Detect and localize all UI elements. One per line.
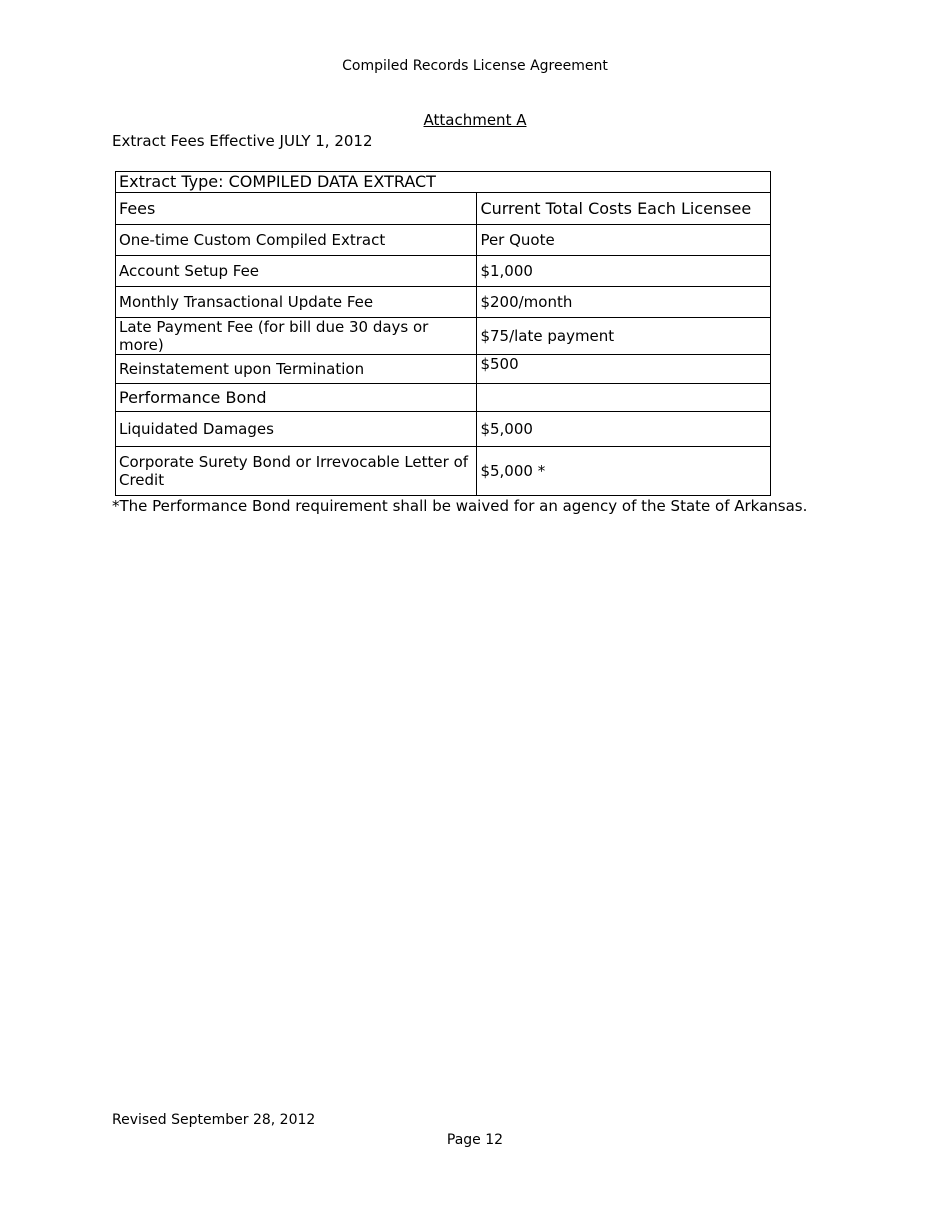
section-label: Performance Bond bbox=[116, 384, 477, 412]
costs-column-header: Current Total Costs Each Licensee bbox=[477, 193, 771, 225]
fee-value: $75/late payment bbox=[477, 318, 771, 355]
fee-label: Monthly Transactional Update Fee bbox=[116, 287, 477, 318]
revised-date: Revised September 28, 2012 bbox=[112, 1112, 316, 1128]
fee-label: Corporate Surety Bond or Irrevocable Letter of Credit bbox=[116, 447, 477, 496]
extract-type-cell: Extract Type: COMPILED DATA EXTRACT bbox=[116, 172, 771, 193]
running-header: Compiled Records License Agreement bbox=[342, 58, 608, 74]
attachment-title: Attachment A bbox=[423, 111, 527, 129]
fee-value: $500 bbox=[477, 355, 771, 384]
table-row bbox=[116, 172, 771, 193]
fee-value: $5,000 bbox=[477, 412, 771, 447]
performance-bond-section-row bbox=[116, 384, 771, 412]
effective-date-line: Extract Fees Effective JULY 1, 2012 bbox=[112, 132, 373, 150]
fee-value: $1,000 bbox=[477, 256, 771, 287]
table-row bbox=[116, 256, 771, 287]
empty-cell bbox=[477, 384, 771, 412]
fee-value: $5,000 * bbox=[477, 447, 771, 496]
fee-label: One-time Custom Compiled Extract bbox=[116, 225, 477, 256]
table-row bbox=[116, 318, 771, 355]
table-row bbox=[116, 287, 771, 318]
table-row bbox=[116, 225, 771, 256]
fee-value: $200/month bbox=[477, 287, 771, 318]
footnote: *The Performance Bond requirement shall be waived for an agency of the State of Arkansas. bbox=[112, 497, 808, 515]
table-row bbox=[116, 412, 771, 447]
fee-label: Reinstatement upon Termination bbox=[116, 355, 477, 384]
table-row bbox=[116, 355, 771, 384]
page-number: Page 12 bbox=[446, 1132, 504, 1148]
fee-value: Per Quote bbox=[477, 225, 771, 256]
fee-label: Late Payment Fee (for bill due 30 days or more) bbox=[116, 318, 477, 355]
fee-label: Liquidated Damages bbox=[116, 412, 477, 447]
table-row bbox=[116, 447, 771, 496]
fee-label: Account Setup Fee bbox=[116, 256, 477, 287]
fees-column-header: Fees bbox=[116, 193, 477, 225]
fees-table bbox=[115, 171, 771, 496]
table-header-row bbox=[116, 193, 771, 225]
